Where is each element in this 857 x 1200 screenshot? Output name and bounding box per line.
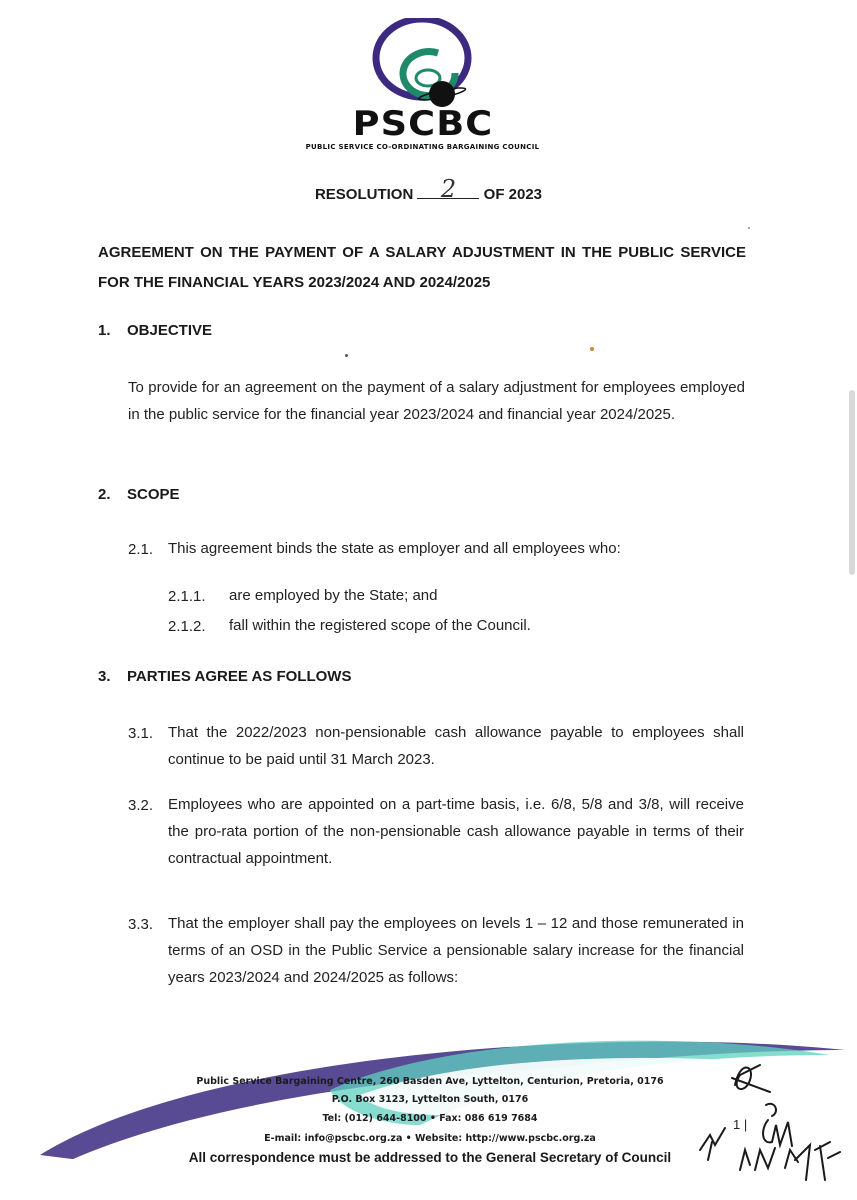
resolution-suffix: OF 2023 [483, 186, 543, 203]
brand-name: PSCBC [352, 104, 494, 144]
section-3-heading [98, 668, 351, 685]
footer-po-box: P.O. Box 3123, Lyttelton South, 0176 [331, 1094, 529, 1105]
clause-number: 3.2. [128, 797, 154, 814]
scan-speck [748, 227, 750, 229]
clause-number: 2.1.2. [168, 618, 206, 635]
clause-3-3-text: That the employer shall pay the employees on levels 1 – 12 and those remunerated in terms of an OSD in the Public Service a pensionable salary increase for the financial years 2023/2024 and 2024/2025 as follows: [168, 915, 744, 986]
section-title: SCOPE [127, 486, 180, 503]
section-number: 1. [98, 322, 111, 339]
scan-speck [345, 354, 348, 357]
section-number: 3. [98, 668, 111, 685]
footer-address: Public Service Bargaining Centre, 260 Basden Ave, Lyttelton, Centurion, Pretoria, 0176 [196, 1076, 664, 1087]
section-number: 2. [98, 486, 111, 503]
footer-tel-fax: Tel: (012) 644-8100 • Fax: 086 619 7684 [322, 1113, 538, 1124]
section-title: OBJECTIVE [127, 322, 213, 339]
scrollbar[interactable] [849, 390, 855, 575]
brand-full-name: PUBLIC SERVICE CO-ORDINATING BARGAINING COUNCIL [305, 143, 540, 151]
section-2-heading [98, 486, 180, 503]
clause-number: 3.3. [128, 916, 154, 933]
clause-number: 2.1. [128, 541, 154, 558]
section-1-heading [98, 322, 212, 339]
resolution-number: 2 [417, 180, 479, 199]
pscbc-logo-icon [360, 18, 490, 113]
clause-2-1-text: This agreement binds the state as employer and all employees who: [168, 540, 621, 557]
resolution-label: RESOLUTION [314, 186, 414, 203]
page-number: 1 | [733, 1117, 748, 1132]
objective-paragraph: To provide for an agreement on the payment of a salary adjustment for employees employed in the public service for the financial year 2023/2024 and financial year 2024/2025. [128, 379, 745, 423]
footer-contact: E-mail: info@pscbc.org.za • Website: http://www.pscbc.org.za [264, 1133, 596, 1144]
section-title: PARTIES AGREE AS FOLLOWS [127, 668, 352, 685]
footer-correspondence: All correspondence must be addressed to the General Secretary of Council [188, 1150, 672, 1165]
scan-speck [590, 347, 594, 351]
clause-number: 3.1. [128, 725, 154, 742]
document-title: AGREEMENT ON THE PAYMENT OF A SALARY ADJUSTMENT IN THE PUBLIC SERVICE FOR THE FINANCIAL YEARS 2023/2024 AND 2024/2025 [98, 244, 746, 291]
resolution-line [0, 175, 857, 203]
clause-2-1-1-text: are employed by the State; and [229, 587, 438, 604]
clause-2-1-2-text: fall within the registered scope of the Council. [229, 617, 531, 634]
signature-initials-icon [680, 1050, 850, 1200]
clause-3-1-text: That the 2022/2023 non-pensionable cash allowance payable to employees shall continue to be paid until 31 March 2023. [168, 724, 744, 768]
clause-number: 2.1.1. [168, 588, 206, 605]
clause-3-2-text: Employees who are appointed on a part-time basis, i.e. 6/8, 5/8 and 3/8, will receive the pro-rata portion of the non-pensionable cash allowance payable in terms of their contractual appointment. [168, 796, 744, 867]
